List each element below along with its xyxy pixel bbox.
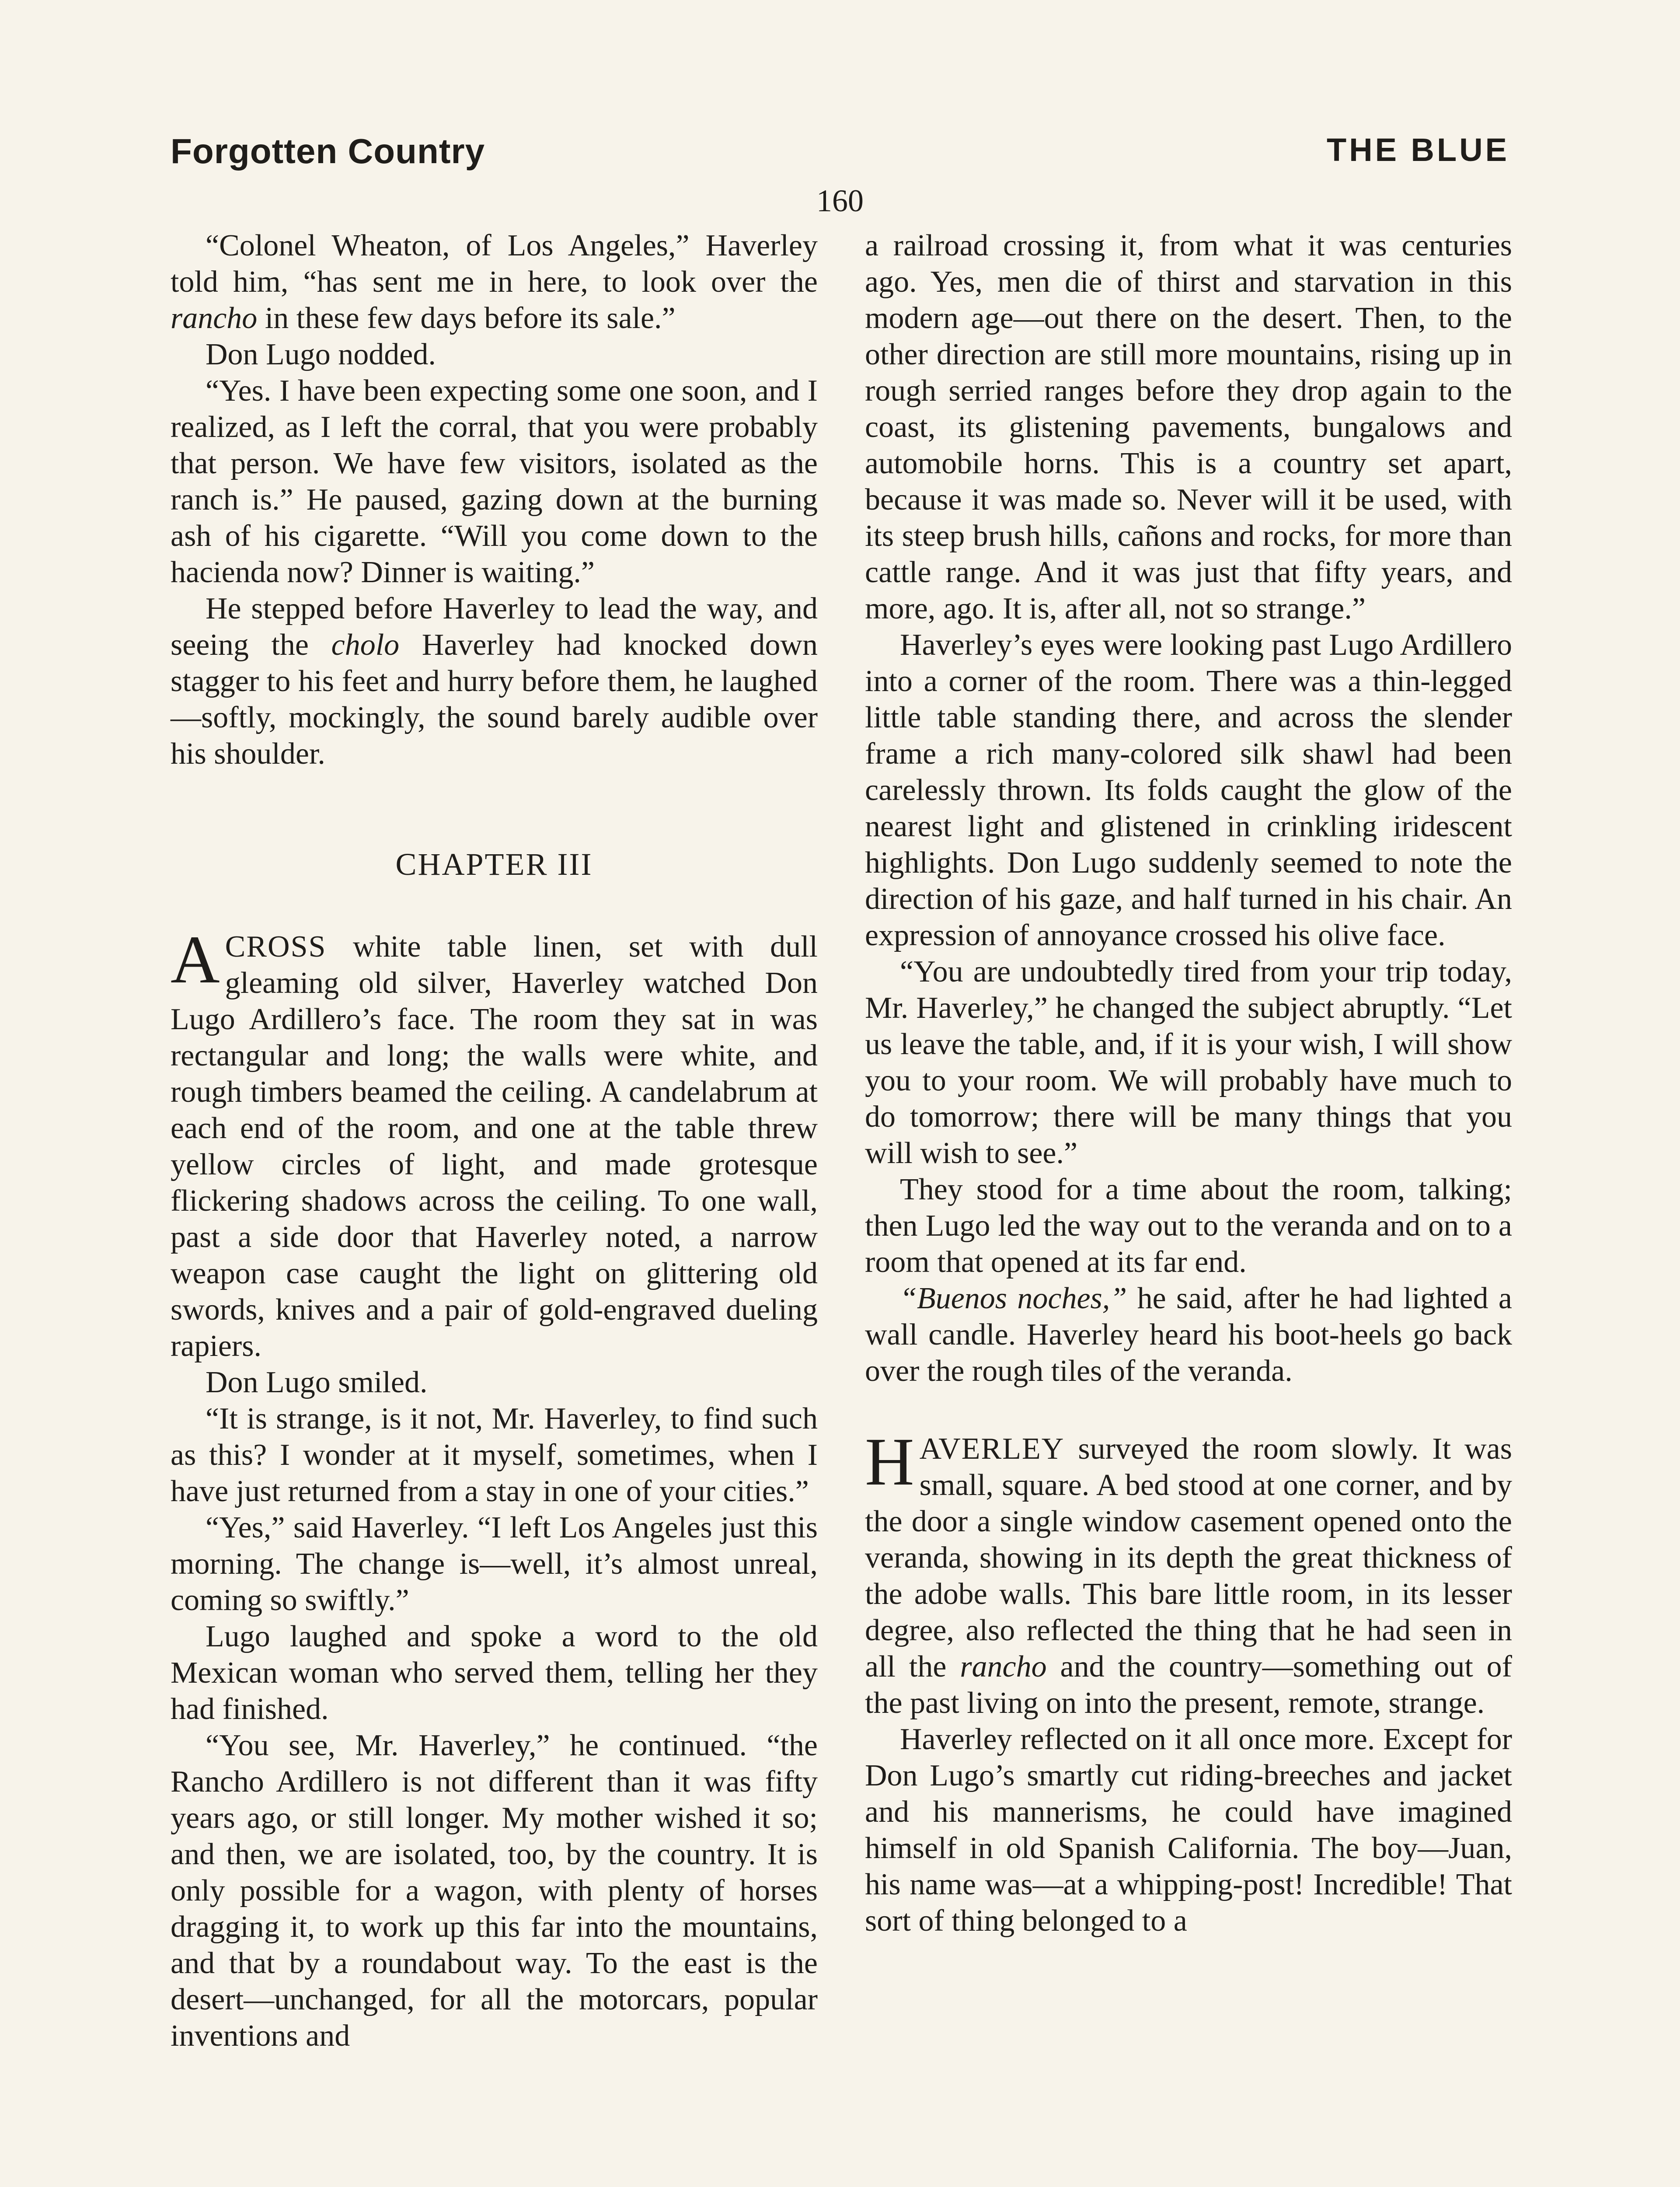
paragraph: “You see, Mr. Haverley,” he continued. “the Rancho Ardillero is not different than it was fifty years ago, or still longer. My mother wished it so; and then, we are isolated, too, by the country. It is only possible for a wagon, with plenty of horses dragging it, to work up this far into the mountains, and that by a roundabout way. To the east is the desert—unchanged, for all the motorcars, popular inventions and bbox=[171, 1729, 818, 2053]
paragraph: “It is strange, is it not, Mr. Haverley, to find such as this? I wonder at it myself, sometimes, when I have just returned from a stay in one of your cities.” bbox=[171, 1402, 818, 1508]
paragraph: Don Lugo nodded. bbox=[206, 338, 436, 371]
section-break bbox=[865, 1389, 1512, 1431]
paragraph-continued: a railroad crossing it, from what it was centuries ago. Yes, men die of thirst and starvation in this modern age—out there on the desert. Then, to the other direction are still more mountains, rising up in rough serried ranges before they drop again to the coast, its glistening pavements, bungalows and automobile horns. This is a country set apart, because it was made so. Never will it be used, with its steep brush hills, cañons and rocks, for more than cattle range. And it was just that fifty years, and more, ago. It is, after all, not so strange.” bbox=[865, 229, 1512, 625]
running-header bbox=[171, 131, 1509, 179]
section-opening-paragraph: HAVERLEY surveyed the room slowly. It was small, square. A bed stood at one corner, and by the door a single window casement opened onto the veranda, showing in its depth the great thickness of the adobe walls. This bare little room, in its lesser degree, also reflected the thing that he had seen in all the rancho and the country—something out of the past living on into the present, remote, strange. bbox=[865, 1424, 1512, 1720]
paragraph: “You are undoubtedly tired from your trip today, Mr. Haverley,” he changed the subject abruptly. “Let us leave the table, and, if it is your wish, I will show you to your room. We will probably have much to do tomorrow; there will be many things that you will wish to see.” bbox=[865, 955, 1512, 1170]
paragraph: They stood for a time about the room, talking; then Lugo led the way out to the veranda and on to a room that opened at its far end. bbox=[865, 1173, 1512, 1279]
paragraph: Don Lugo smiled. bbox=[206, 1366, 428, 1399]
right-column bbox=[865, 227, 1512, 1939]
story-title: Forgotten Country bbox=[171, 132, 485, 171]
page-number: 160 bbox=[816, 183, 864, 218]
paragraph: Lugo laughed and spoke a word to the old Mexican woman who served them, telling her they had finished. bbox=[171, 1620, 818, 1726]
chapter-opening-paragraph: ACROSS white table linen, set with dull gleaming old silver, Haverley watched Don Lugo Ardillero’s face. The room they sat in was rectangular and long; the walls were white, and rough timbers beamed the ceiling. A candelabrum at each end of the room, and one at the table threw yellow circles of light, and made grotesque flickering shadows across the ceiling. To one wall, past a side door that Haverley noted, a narrow weapon case caught the light on glittering old swords, knives and a pair of gold-engraved dueling rapiers. bbox=[171, 922, 818, 1363]
paragraph: “Yes,” said Haverley. “I left Los Angeles just this morning. The change is—well, it’s almost unreal, coming so swiftly.” bbox=[171, 1511, 818, 1617]
drop-cap: A bbox=[171, 922, 220, 997]
left-column bbox=[171, 227, 818, 2054]
paragraph: He stepped before Haverley to lead the way, and seeing the cholo Haverley had knocked down stagger to his feet and hurry before them, he laughed—softly, mockingly, the sound barely audible over his shoulder. bbox=[171, 592, 818, 771]
paragraph: “Yes. I have been expecting some one soon, and I realized, as I left the corral, that you were probably that person. We have few visitors, isolated as the ranch is.” He paused, gazing down at the burning ash of his cigarette. “Will you come down to the hacienda now? Dinner is waiting.” bbox=[171, 374, 818, 589]
paragraph: “Buenos noches,” he said, after he had lighted a wall candle. Haverley heard his boot-heels go back over the rough tiles of the veranda. bbox=[865, 1282, 1512, 1388]
magazine-name: THE BLUE bbox=[1327, 132, 1509, 168]
paragraph: Haverley’s eyes were looking past Lugo Ardillero into a corner of the room. There was a thin-legged little table standing there, and across the slender frame a rich many-colored silk shawl had been carelessly thrown. Its folds caught the glow of the nearest light and glistened in crinkling iridescent highlights. Don Lugo suddenly seemed to note the direction of his gaze, and half turned in his chair. An expression of annoyance crossed his olive face. bbox=[865, 628, 1512, 952]
paragraph: “Colonel Wheaton, of Los Angeles,” Haverley told him, “has sent me in here, to look over the rancho in these few days before its sale.” bbox=[171, 229, 818, 335]
chapter-heading: CHAPTER III bbox=[395, 847, 593, 882]
drop-cap: H bbox=[865, 1424, 914, 1499]
paragraph: Haverley reflected on it all once more. Except for Don Lugo’s smartly cut riding-breeches and jacket and his mannerisms, he could have imagined himself in old Spanish California. The boy—Juan, his name was—at a whipping-post! Incredible! That sort of thing belonged to a bbox=[865, 1722, 1512, 1938]
